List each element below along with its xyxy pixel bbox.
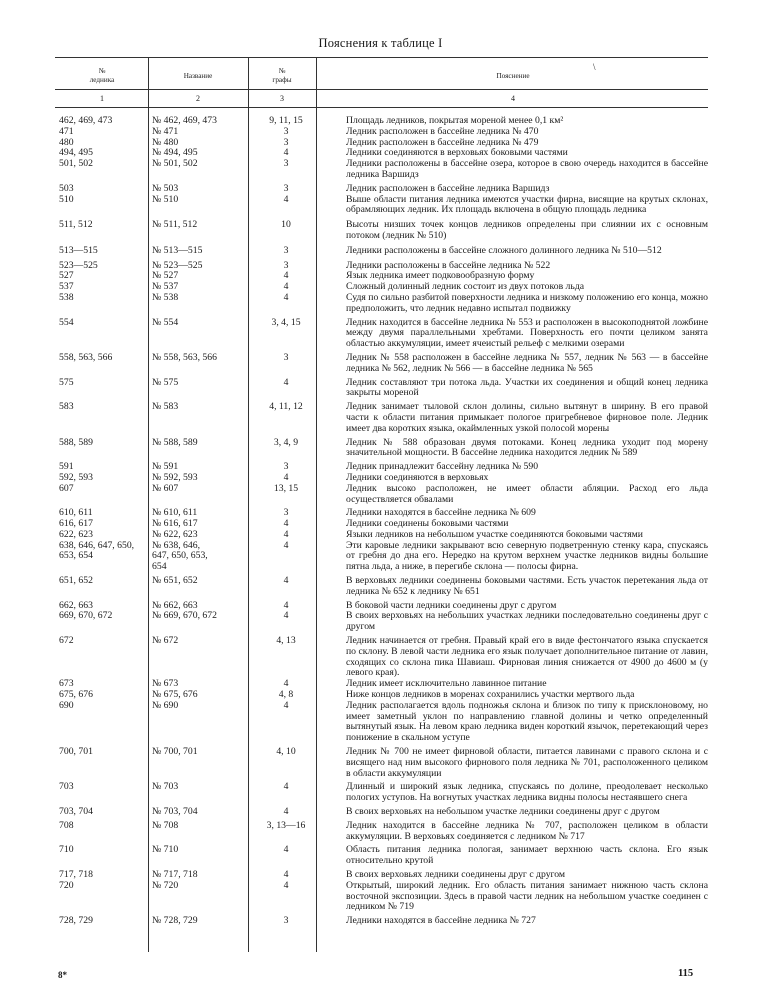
header-bottom-rule — [55, 89, 708, 90]
glacier-number: 710 — [59, 844, 74, 856]
glacier-name: № 710 — [152, 844, 179, 856]
glacier-number: 616, 617 — [59, 518, 93, 530]
glacier-number: 523—525 — [59, 259, 98, 271]
glacier-number: 592, 593 — [59, 471, 93, 483]
column-ref: 3 — [283, 351, 289, 363]
glacier-name: № 610, 611 — [152, 507, 198, 519]
glacier-number: 638, 646, 647, 650, 653, 654 — [59, 539, 135, 562]
table-row — [55, 318, 708, 350]
explanation: Ледник находится в бассейне ледника № 707, расположен целиком в области аккумуляции. В верховьях соединяется с ледником № 717 — [346, 819, 708, 842]
explanation: Сложный долинный ледник состоит из двух потоков льда — [346, 281, 585, 293]
glacier-name: № 494, 495 — [152, 147, 198, 159]
column-ref: 4 — [283, 281, 289, 293]
table-row — [55, 636, 708, 679]
column-ref: 4 — [283, 879, 289, 891]
glacier-name: № 471 — [152, 125, 179, 137]
header-col1 — [58, 67, 146, 85]
page-title: Пояснения к таблице I — [318, 36, 443, 50]
glacier-name: № 690 — [152, 699, 179, 711]
glacier-name: № 527 — [152, 270, 179, 282]
table-row — [55, 701, 708, 744]
explanation: Ледники находятся в бассейне ледника № 727 — [346, 915, 536, 927]
glacier-name: № 622, 623 — [152, 528, 198, 540]
glacier-number: 651, 652 — [59, 575, 93, 587]
explanation: Область питания ледника пологая, занимает верхнюю часть склона. Его язык относительно крутой — [346, 844, 708, 867]
table-row — [55, 402, 708, 434]
explanation: Ледник начинается от гребня. Правый край его в виде фестончатого языка спускается по склону. В левой части ледника его язык получает дополнительное питание от лавин, сходящих со склона пика Шавиаш. Фирновая линия снижается от 4900 до 4600 м (у левого края). — [346, 635, 708, 679]
glacier-name: № 554 — [152, 316, 179, 328]
glacier-number: 717, 718 — [59, 869, 93, 880]
table-row — [55, 484, 708, 506]
glacier-number: 527 — [59, 270, 74, 282]
glacier-number: 471 — [59, 125, 74, 137]
page-number: 115 — [678, 968, 694, 979]
table-row — [55, 378, 708, 400]
column-ref: 4, 13 — [276, 635, 296, 647]
glacier-name: № 511, 512 — [152, 219, 198, 231]
explanation: Площадь ледников, покрытая мореной менее 0,1 км² — [346, 115, 564, 126]
glacier-name: № 575 — [152, 376, 179, 388]
explanation: Ледник высоко расположен, не имеет области абляции. Расход его льда осуществляется обвалами — [346, 482, 708, 505]
header-col3-line1: № — [278, 67, 286, 75]
glacier-name: № 720 — [152, 879, 179, 891]
glacier-number: 708 — [59, 819, 74, 831]
explanation: Ледник составляют три потока льда. Участки их соединения и общий конец ледника закрыты мореной — [346, 376, 708, 399]
header-col2 — [150, 72, 246, 81]
column-ref: 4 — [283, 528, 289, 540]
glacier-number: 462, 469, 473 — [59, 115, 113, 126]
explanation: Ледники соединяются в верховьях боковыми частями — [346, 147, 568, 159]
colnum-4: 4 — [511, 94, 515, 103]
explanation: В своих верховьях ледники соединены друг с другом — [346, 869, 566, 880]
column-ref: 10 — [281, 219, 291, 231]
glacier-number: 480 — [59, 136, 74, 148]
column-ref: 3 — [283, 915, 289, 927]
tick-mark: \ — [593, 62, 596, 72]
column-ref: 3, 13—16 — [266, 819, 306, 831]
glacier-name: № 717, 718 — [152, 869, 198, 880]
glacier-name: № 672 — [152, 635, 179, 647]
column-ref: 4 — [283, 270, 289, 282]
glacier-number: 575 — [59, 376, 74, 388]
glacier-name: № 662, 663 — [152, 599, 198, 611]
glacier-number: 494, 495 — [59, 147, 93, 159]
colnum-bottom-rule — [55, 107, 708, 108]
column-ref: 3 — [283, 136, 289, 148]
column-ref: 4 — [283, 699, 289, 711]
glacier-name: № 675, 676 — [152, 689, 198, 701]
colnum-3: 3 — [280, 94, 284, 103]
glacier-name: № 651, 652 — [152, 575, 198, 587]
column-ref: 3 — [283, 244, 289, 256]
column-ref: 4 — [283, 518, 289, 530]
explanation: Ледники расположены в бассейне ледника № 522 — [346, 259, 551, 271]
explanation: В боковой части ледники соединены друг с другом — [346, 599, 557, 611]
explanation: Ледник находится в бассейне ледника № 553 и расположен в высокоподнятой ложбине между двумя параллельными хребтами. Поверхность его почти целиком занята областью аккумуляции, имеет ячеистый рельеф с мелкими озерами — [346, 316, 708, 350]
glacier-name: № 708 — [152, 819, 179, 831]
table-body — [55, 116, 708, 927]
explanation: Ледник № 558 расположен в бассейне ледника № 557, ледник № 563 — в бассейне ледника № 562, ледник № 566 — в бассейне ледника № 565 — [346, 351, 708, 374]
glacier-number: 537 — [59, 281, 74, 293]
table-row — [55, 293, 708, 315]
glacier-number: 538 — [59, 291, 74, 303]
header-col3-line2: графы — [272, 76, 292, 84]
table-row — [55, 916, 708, 927]
table-row — [55, 184, 708, 195]
colnum-2: 2 — [196, 94, 200, 103]
explanation: Ледник расположен в бассейне ледника № 470 — [346, 125, 539, 137]
explanation: Эти каровые ледники закрывают всю северную подветренную стенку кара, спускаясь от гребня до дна его. Нередко на крутом верхнем участке ледников видны большие пятна льда, а ниже, в перегибе склона — полосы фирна. — [346, 539, 708, 573]
glacier-number: 511, 512 — [59, 219, 93, 231]
glacier-number: 700, 701 — [59, 746, 93, 758]
glacier-number: 728, 729 — [59, 915, 93, 927]
column-ref: 4 — [283, 376, 289, 388]
glacier-name: № 591 — [152, 461, 179, 473]
glacier-name: № 607 — [152, 482, 179, 494]
header-col3 — [250, 67, 314, 85]
table-row — [55, 881, 708, 913]
explanation: Ледник имеет исключительно лавинное питание — [346, 678, 547, 690]
column-ref: 4 — [283, 781, 289, 793]
table-row — [55, 159, 708, 181]
explanation: Ледник располагается вдоль подножья склона и близок по типу к присклоновому, но имеет заметный уклон по направлению главной долины и четко определенный вытянутый язык. На левом краю ледника виден короткий язычок, перетекающий через понижение в скальном уступе — [346, 699, 708, 744]
glacier-number: 675, 676 — [59, 689, 93, 701]
explanation: Ниже концов ледников в моренах сохранились участки мертвого льда — [346, 689, 635, 701]
table-row — [55, 541, 708, 573]
column-ref: 4 — [283, 291, 289, 303]
column-ref: 4 — [283, 678, 289, 690]
glacier-number: 720 — [59, 879, 74, 891]
column-ref: 9, 11, 15 — [269, 115, 303, 126]
glacier-number: 703, 704 — [59, 806, 93, 818]
table-row — [55, 576, 708, 598]
glacier-name: № 703, 704 — [152, 806, 198, 818]
column-ref: 4 — [283, 599, 289, 611]
table-row — [55, 821, 708, 843]
colnum-1: 1 — [100, 94, 104, 103]
glacier-name: № 592, 593 — [152, 471, 198, 483]
glacier-name: № 537 — [152, 281, 179, 293]
explanation: Ледник расположен в бассейне ледника Варшидз — [346, 182, 550, 194]
column-ref: 3 — [283, 182, 289, 194]
explanation: В своих верховьях на небольших участках ледники последовательно соединены друг с другом — [346, 610, 708, 633]
explanation: Ледники расположены в бассейне сложного долинного ледника № 510—512 — [346, 244, 662, 256]
glacier-name: № 501, 502 — [152, 158, 198, 170]
signature-mark: 8* — [58, 970, 67, 980]
header-col1-line2: ледника — [89, 76, 115, 84]
glacier-number: 669, 670, 672 — [59, 610, 113, 622]
table-row — [55, 807, 708, 818]
explanation: В своих верховьях на небольшом участке ледники соединены друг с другом — [346, 806, 660, 818]
header-col4-line1: Пояснение — [496, 72, 530, 80]
table-row — [55, 246, 708, 257]
glacier-name: № 616, 617 — [152, 518, 198, 530]
explanation: Ледники расположены в бассейне озера, которое в свою очередь находится в бассейне ледника Варшидз — [346, 158, 708, 180]
explanation: Язык ледника имеет подковообразную форму — [346, 270, 535, 282]
column-ref: 4 — [283, 193, 289, 205]
glacier-number: 591 — [59, 461, 74, 473]
explanation: Ледник принадлежит бассейну ледника № 590 — [346, 461, 539, 473]
glacier-number: 588, 589 — [59, 436, 93, 448]
table-top-rule — [55, 57, 708, 58]
column-ref: 13, 15 — [273, 482, 299, 494]
explanation: В верховьях ледники соединены боковыми частями. Есть участок перетекания льда от ледника № 652 к леднику № 651 — [346, 575, 708, 597]
glacier-number: 558, 563, 566 — [59, 351, 113, 363]
explanation: Ледник № 700 не имеет фирновой области, питается лавинами с правого склона и с висящего над ним высокого фирнового поля ледника № 701, расположенного целиком в области аккумуляции — [346, 746, 708, 779]
column-ref: 4 — [283, 147, 289, 159]
glacier-name: № 700, 701 — [152, 746, 198, 758]
glacier-name: № 558, 563, 566 — [152, 351, 217, 363]
table-row — [55, 782, 708, 804]
column-ref: 4 — [283, 575, 289, 587]
glacier-number: 607 — [59, 482, 74, 494]
glacier-name: № 638, 646, 647, 650, 653, 654 — [152, 539, 208, 573]
explanation: Ледники находятся в бассейне ледника № 609 — [346, 507, 536, 519]
table-row — [55, 127, 708, 138]
glacier-name: № 728, 729 — [152, 915, 198, 927]
glacier-number: 690 — [59, 699, 74, 711]
glacier-number: 622, 623 — [59, 528, 93, 540]
glacier-number: 662, 663 — [59, 599, 93, 611]
glacier-name: № 523—525 — [152, 259, 203, 271]
column-ref: 4 — [283, 844, 289, 856]
glacier-name: № 510 — [152, 193, 179, 205]
column-ref: 4 — [283, 806, 289, 818]
explanation: Языки ледников на небольшом участке соединяются боковыми частями — [346, 528, 643, 540]
table-row — [55, 195, 708, 217]
explanation: Высоты низших точек концов ледников определены при слиянии их с основным потоком (ледник № 510) — [346, 219, 708, 241]
column-ref: 4 — [283, 869, 289, 880]
glacier-name: № 583 — [152, 401, 179, 413]
table-row — [55, 845, 708, 867]
column-ref: 3, 4, 15 — [271, 316, 301, 328]
table-row — [55, 747, 708, 779]
glacier-name: № 538 — [152, 291, 179, 303]
glacier-number: 673 — [59, 678, 74, 690]
column-ref: 3 — [283, 158, 289, 170]
table-row — [55, 438, 708, 460]
glacier-number: 583 — [59, 401, 74, 413]
header-col2-line1: Название — [183, 72, 213, 80]
explanation: Длинный и широкий язык ледника, спускаясь по долине, преодолевает несколько пологих уступов. На вогнутых участках ледника видны полосы нестаявшего снега — [346, 781, 708, 804]
column-ref: 4 — [283, 539, 289, 551]
explanation: Открытый, широкий ледник. Его область питания занимает нижнюю часть склона восточной экспозиции. Здесь в правой части ледник на небольшом участке соединен с ледником № 719 — [346, 879, 708, 913]
glacier-name: № 703 — [152, 781, 179, 793]
glacier-name: № 673 — [152, 678, 179, 690]
explanation: Ледник занимает тыловой склон долины, сильно вытянут в ширину. В его правой части к области питания примыкает пологое пригребневое фирновое поле. Ледник имеет два коротких языка, окаймленных узкой полосой морены — [346, 401, 708, 434]
glacier-number: 503 — [59, 182, 74, 194]
glacier-name: № 480 — [152, 136, 179, 148]
column-ref: 4 — [283, 610, 289, 622]
column-ref: 3 — [283, 259, 289, 271]
column-ref: 4, 11, 12 — [269, 401, 303, 413]
glacier-number: 554 — [59, 316, 74, 328]
glacier-number: 501, 502 — [59, 158, 93, 170]
explanation: Ледник расположен в бассейне ледника № 479 — [346, 136, 539, 148]
column-ref: 4, 10 — [276, 746, 296, 758]
explanation: Судя по сильно разбитой поверхности ледника и низкому положению его конца, можно предположить, что ледник недавно испытал подвижку — [346, 291, 708, 314]
explanation: Выше области питания ледника имеются участки фирна, висящие на крутых склонах, обрамляющих ледник. Их площадь включена в общую площадь ледника — [346, 193, 708, 216]
glacier-name: № 503 — [152, 182, 179, 194]
column-ref: 3 — [283, 461, 289, 473]
header-col4 — [318, 72, 708, 81]
glacier-name: № 462, 469, 473 — [152, 115, 217, 126]
column-ref: 4, 8 — [278, 689, 294, 701]
glacier-number: 513—515 — [59, 244, 98, 256]
header-col1-line1: № — [98, 67, 106, 75]
glacier-number: 703 — [59, 781, 74, 793]
glacier-number: 610, 611 — [59, 507, 93, 519]
glacier-name: № 669, 670, 672 — [152, 610, 217, 622]
glacier-name: № 588, 589 — [152, 436, 198, 448]
explanation: Ледники соединены боковыми частями — [346, 518, 509, 530]
table-row — [55, 220, 708, 242]
explanation: Ледники соединяются в верховьях — [346, 471, 489, 483]
glacier-name: № 513—515 — [152, 244, 203, 256]
table-row — [55, 611, 708, 633]
glacier-number: 510 — [59, 193, 74, 205]
column-ref: 3 — [283, 125, 289, 137]
explanation: Ледник № 588 образован двумя потоками. Конец ледника уходит под морену значительной мощности. В бассейне ледника находится ледник № 589 — [346, 436, 708, 459]
table-row — [55, 353, 708, 375]
column-ref: 4 — [283, 471, 289, 483]
glacier-number: 672 — [59, 635, 74, 647]
column-ref: 3 — [283, 507, 289, 519]
column-ref: 3, 4, 9 — [273, 436, 299, 448]
